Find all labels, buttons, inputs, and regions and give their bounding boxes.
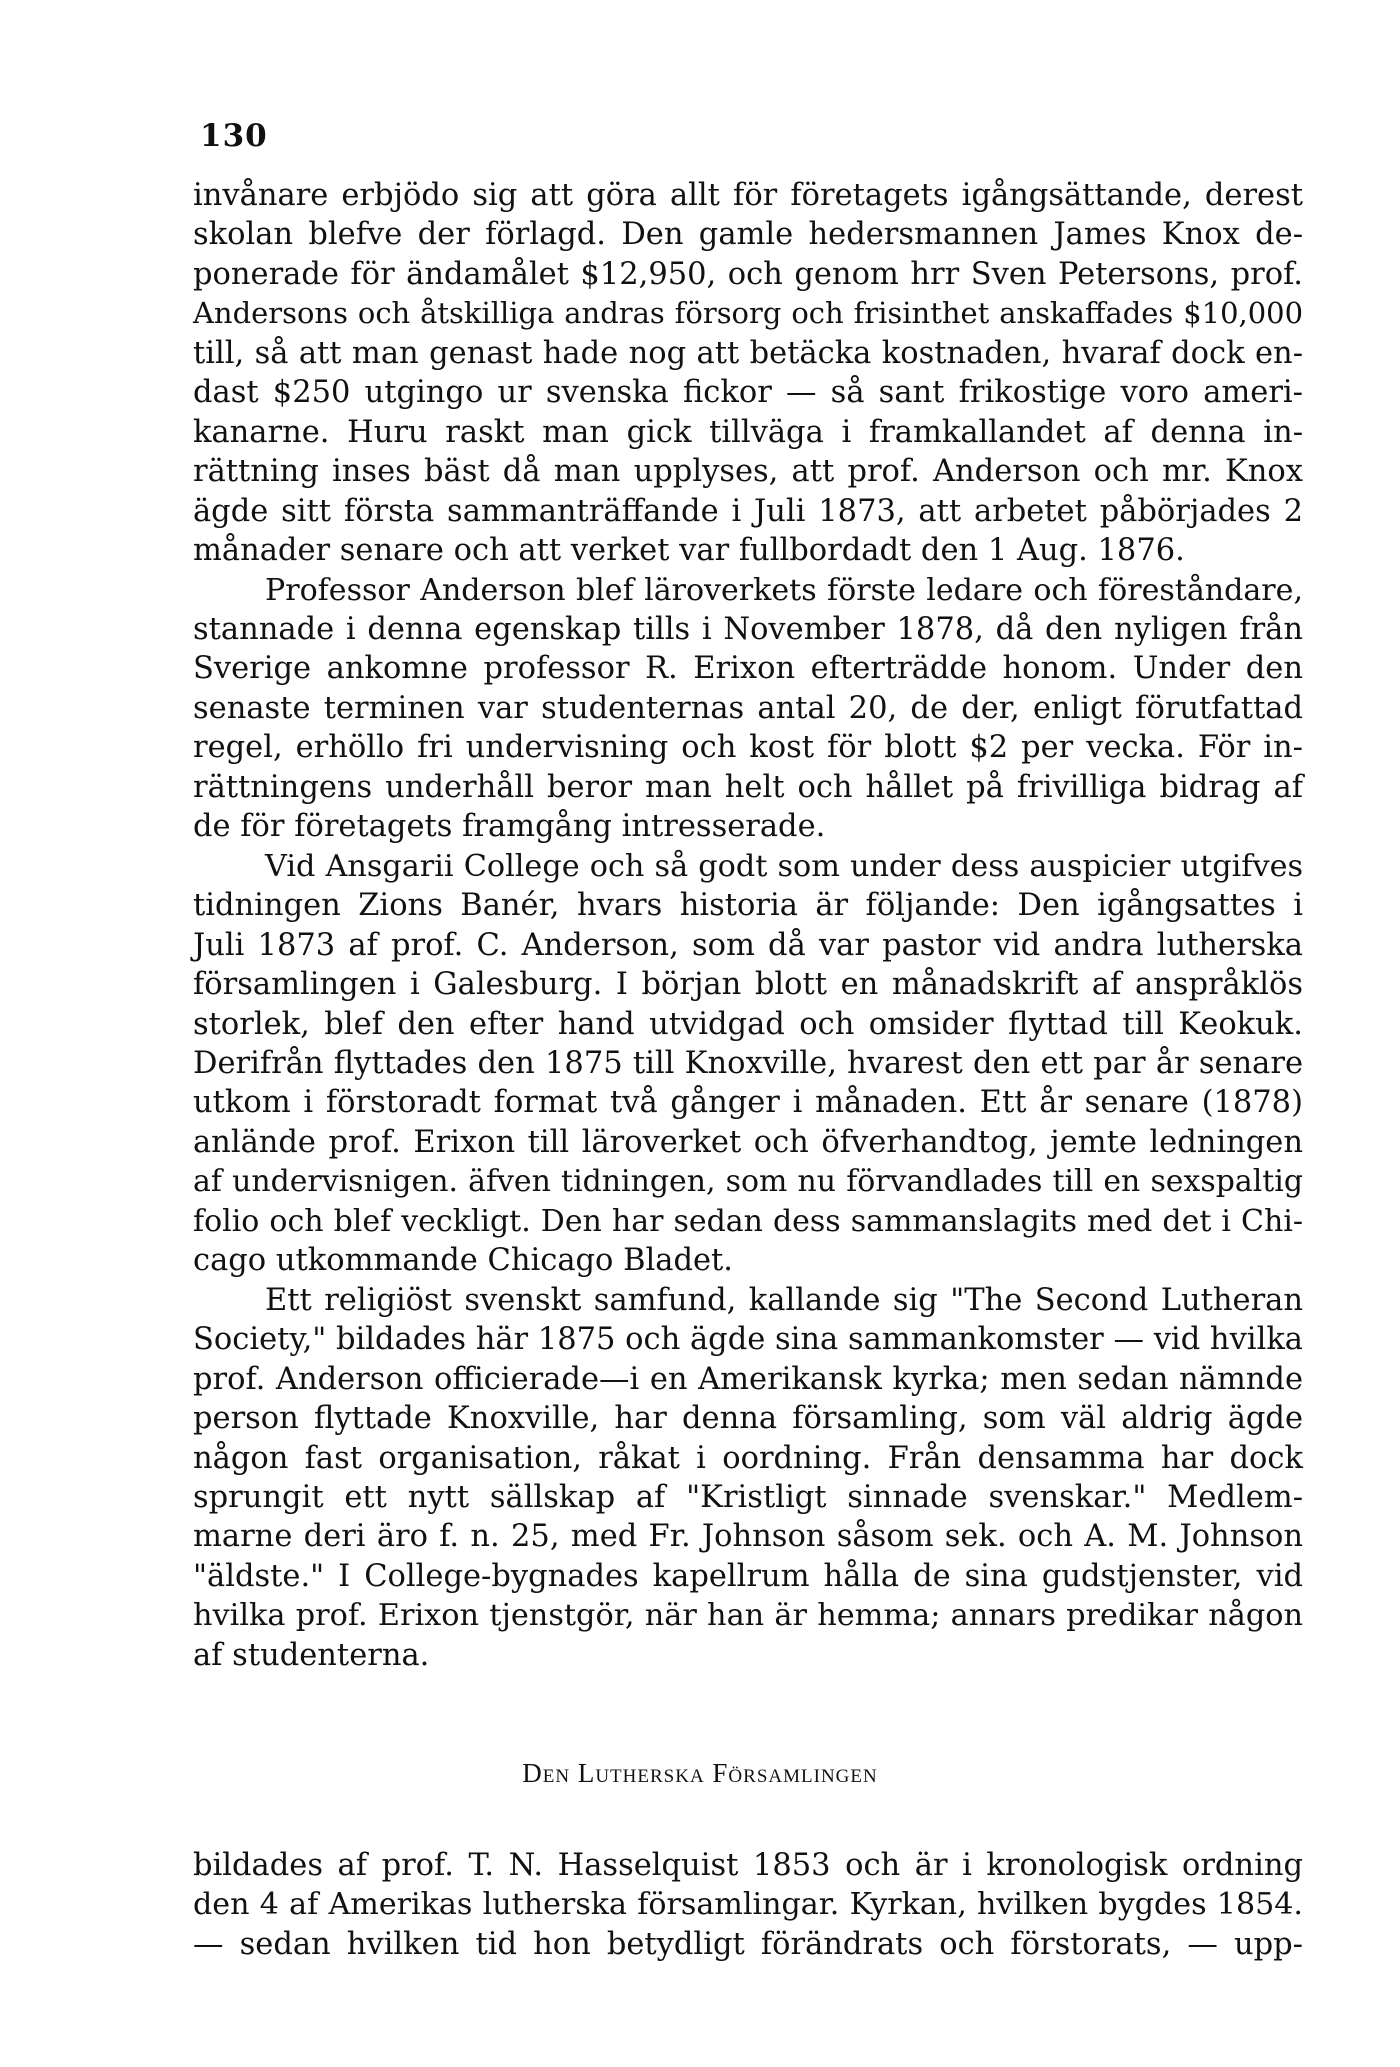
- text-line: — sedan hvilken tid hon betydligt förändrats och förstorats, — upp-: [193, 1926, 1303, 1962]
- text-line: senaste terminen var studenternas antal 20, de der, enligt förutfattad: [193, 690, 1303, 726]
- text-line: invånare erbjödo sig att göra allt för företagets igångsättande, derest: [193, 178, 1303, 213]
- text-line: sprungit ett nytt sällskap af "Kristligt sinnade svenskar." Medlem-: [193, 1479, 1303, 1515]
- text-line: Sverige ankomne professor R. Erixon efterträdde honom. Under den: [193, 651, 1303, 687]
- text-line: de för företagets framgång intresserade.: [193, 809, 826, 845]
- text-line: "äldste." I College-bygnades kapellrum hålla de sina gudstjenster, vid: [193, 1558, 1303, 1594]
- text-line: bildades af prof. T. N. Hasselquist 1853 och är i kronologisk ordning: [193, 1848, 1303, 1883]
- text-line: någon fast organisation, råkat i oordning. Från densamma har dock: [193, 1440, 1303, 1476]
- text-line: ägde sitt första sammanträffande i Juli 1873, att arbetet påbörjades 2: [193, 493, 1303, 529]
- text-line: skolan blefve der förlagd. Den gamle hedersmannen James Knox de-: [193, 217, 1303, 253]
- text-line: storlek, blef den efter hand utvidgad och omsider flyttad till Keokuk.: [193, 1006, 1303, 1042]
- text-line: prof. Anderson officierade—i en Amerikansk kyrka; men sedan nämnde: [193, 1361, 1303, 1397]
- text-line: Professor Anderson blef läroverkets förste ledare och föreståndare,: [265, 572, 1303, 608]
- text-line: Andersons och åtskilliga andras försorg och frisinthet anskaffades $10,000: [193, 296, 1303, 331]
- section-heading: Den Lutherska Församlingen: [522, 1758, 878, 1788]
- text-line: af studenterna.: [193, 1637, 430, 1673]
- text-line: den 4 af Amerikas lutherska församlingar. Kyrkan, hvilken bygdes 1854.: [193, 1887, 1303, 1923]
- text-line: folio och blef veckligt. Den har sedan dess sammanslagits med det i Chi-: [193, 1203, 1303, 1239]
- text-line: Derifrån flyttades den 1875 till Knoxville, hvarest den ett par år senare: [193, 1045, 1303, 1081]
- closing-text: [193, 1846, 1303, 1964]
- text-line: ponerade för ändamålet $12,950, och genom hrr Sven Petersons, prof.: [193, 256, 1303, 292]
- text-line: anlände prof. Erixon till läroverket och öfverhandtog, jemte ledningen: [193, 1124, 1303, 1160]
- text-line: hvilka prof. Erixon tjenstgör, när han är hemma; annars predikar någon: [193, 1598, 1303, 1634]
- text-line: rättning inses bäst då man upplyses, att prof. Anderson och mr. Knox: [193, 454, 1303, 490]
- text-line: Vid Ansgarii College och så godt som under dess auspicier utgifves: [265, 848, 1303, 884]
- text-line: till, så att man genast hade nog att betäcka kostnaden, hvaraf dock en-: [193, 335, 1303, 371]
- page-number: 130: [200, 118, 268, 154]
- text-line: cago utkommande Chicago Bladet.: [193, 1243, 733, 1279]
- text-line: tidningen Zions Banér, hvars historia är följande: Den igångsattes i: [193, 888, 1303, 924]
- text-line: stannade i denna egenskap tills i November 1878, då den nyligen från: [193, 611, 1303, 647]
- text-line: person flyttade Knoxville, har denna församling, som väl aldrig ägde: [193, 1401, 1303, 1437]
- text-line: regel, erhöllo fri undervisning och kost för blott $2 per vecka. För in-: [193, 730, 1303, 766]
- text-line: kanarne. Huru raskt man gick tillväga i framkallandet af denna in-: [193, 414, 1303, 450]
- text-line: marne deri äro f. n. 25, med Fr. Johnson såsom sek. och A. M. Johnson: [193, 1519, 1303, 1555]
- text-line: dast $250 utgingo ur svenska fickor — så sant frikostige voro ameri-: [193, 375, 1303, 411]
- body-text: [193, 176, 1303, 1675]
- text-line: Society," bildades här 1875 och ägde sina sammankomster — vid hvilka: [193, 1322, 1303, 1358]
- text-line: utkom i förstoradt format två gånger i månaden. Ett år senare (1878): [193, 1085, 1303, 1121]
- text-line: Juli 1873 af prof. C. Anderson, som då var pastor vid andra lutherska: [193, 927, 1303, 963]
- text-line: Ett religiöst svenskt samfund, kallande sig "The Second Lutheran: [265, 1282, 1303, 1318]
- text-line: af undervisnigen. äfven tidningen, som nu förvandlades till en sexspaltig: [193, 1164, 1303, 1200]
- text-line: församlingen i Galesburg. I början blott en månadskrift af anspråklös: [193, 967, 1303, 1003]
- text-line: rättningens underhåll beror man helt och hållet på frivilliga bidrag af: [193, 769, 1303, 805]
- text-line: månader senare och att verket var fullbordadt den 1 Aug. 1876.: [193, 533, 1185, 569]
